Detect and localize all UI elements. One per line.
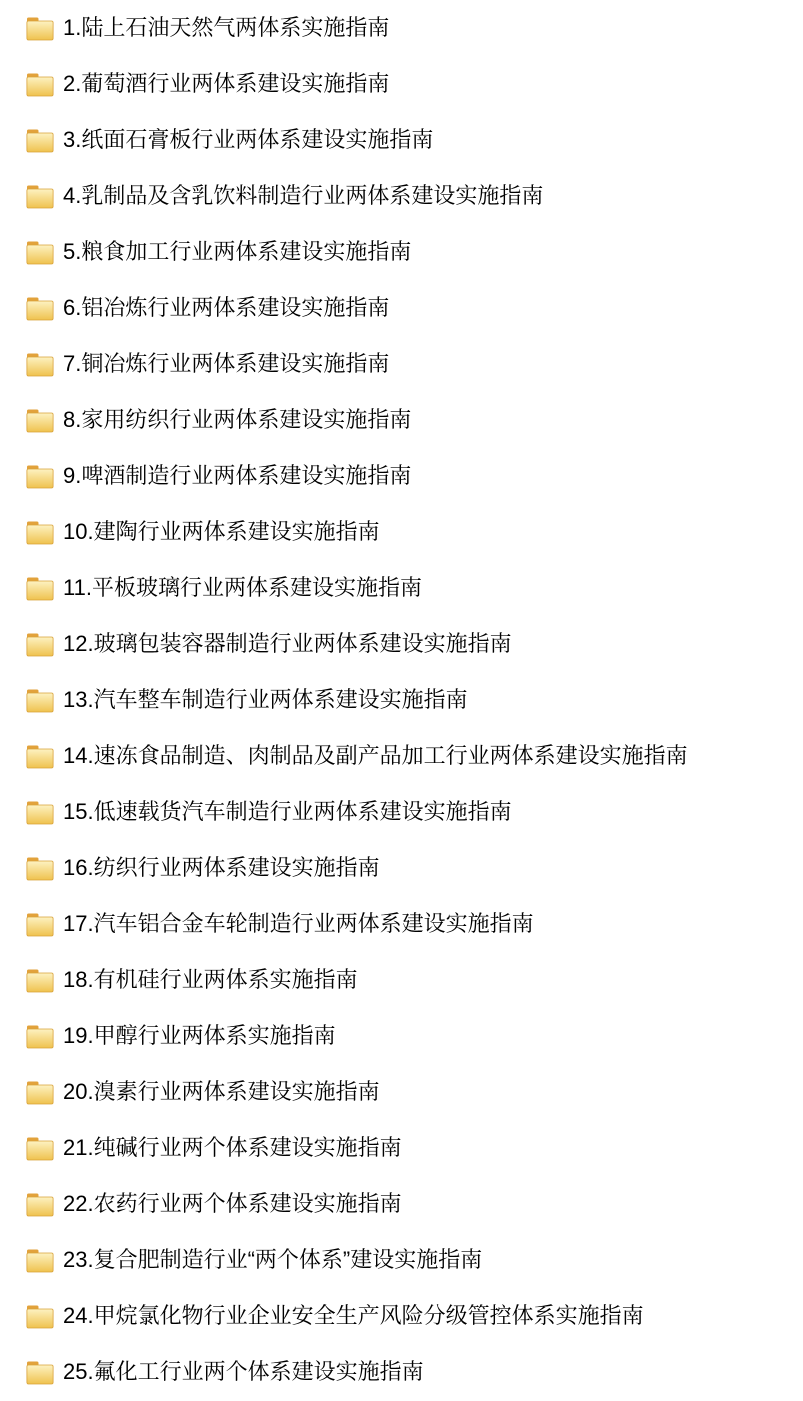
folder-row[interactable] bbox=[0, 56, 803, 112]
folder-name: 21.纯碱行业两个体系建设实施指南 bbox=[63, 1135, 402, 1160]
folder-name: 7.铜冶炼行业两体系建设实施指南 bbox=[63, 351, 390, 376]
folder-name: 3.纸面石膏板行业两体系建设实施指南 bbox=[63, 127, 434, 152]
folder-icon bbox=[26, 744, 54, 769]
folder-row[interactable] bbox=[0, 672, 803, 728]
folder-row[interactable] bbox=[0, 448, 803, 504]
folder-icon bbox=[26, 296, 54, 321]
folder-row[interactable] bbox=[0, 840, 803, 896]
folder-name: 20.溴素行业两体系建设实施指南 bbox=[63, 1079, 380, 1104]
folder-row[interactable] bbox=[0, 728, 803, 784]
folder-name: 11.平板玻璃行业两体系建设实施指南 bbox=[63, 575, 422, 600]
folder-icon bbox=[26, 16, 54, 41]
folder-name: 16.纺织行业两体系建设实施指南 bbox=[63, 855, 380, 880]
folder-row[interactable] bbox=[0, 560, 803, 616]
folder-name: 5.粮食加工行业两体系建设实施指南 bbox=[63, 239, 412, 264]
folder-row[interactable] bbox=[0, 952, 803, 1008]
folder-icon bbox=[26, 688, 54, 713]
folder-icon bbox=[26, 464, 54, 489]
folder-name: 4.乳制品及含乳饮料制造行业两体系建设实施指南 bbox=[63, 183, 544, 208]
folder-name: 13.汽车整车制造行业两体系建设实施指南 bbox=[63, 687, 468, 712]
folder-icon bbox=[26, 968, 54, 993]
folder-icon bbox=[26, 520, 54, 545]
folder-icon bbox=[26, 800, 54, 825]
folder-icon bbox=[26, 1304, 54, 1329]
folder-row[interactable] bbox=[0, 1232, 803, 1288]
folder-row[interactable] bbox=[0, 224, 803, 280]
folder-icon bbox=[26, 128, 54, 153]
folder-row[interactable] bbox=[0, 1344, 803, 1400]
folder-row[interactable] bbox=[0, 1176, 803, 1232]
folder-icon bbox=[26, 856, 54, 881]
folder-icon bbox=[26, 912, 54, 937]
folder-icon bbox=[26, 1080, 54, 1105]
folder-icon bbox=[26, 240, 54, 265]
folder-name: 22.农药行业两个体系建设实施指南 bbox=[63, 1191, 402, 1216]
folder-name: 1.陆上石油天然气两体系实施指南 bbox=[63, 15, 390, 40]
folder-name: 6.铝冶炼行业两体系建设实施指南 bbox=[63, 295, 390, 320]
folder-row[interactable] bbox=[0, 336, 803, 392]
folder-icon bbox=[26, 1248, 54, 1273]
folder-row[interactable] bbox=[0, 112, 803, 168]
folder-row[interactable] bbox=[0, 392, 803, 448]
folder-icon bbox=[26, 184, 54, 209]
folder-name: 15.低速载货汽车制造行业两体系建设实施指南 bbox=[63, 799, 512, 824]
folder-icon bbox=[26, 352, 54, 377]
folder-row[interactable] bbox=[0, 168, 803, 224]
folder-name: 2.葡萄酒行业两体系建设实施指南 bbox=[63, 71, 390, 96]
folder-icon bbox=[26, 408, 54, 433]
folder-icon bbox=[26, 576, 54, 601]
folder-row[interactable] bbox=[0, 0, 803, 56]
folder-name: 19.甲醇行业两体系实施指南 bbox=[63, 1023, 336, 1048]
folder-name: 9.啤酒制造行业两体系建设实施指南 bbox=[63, 463, 412, 488]
folder-row[interactable] bbox=[0, 1120, 803, 1176]
folder-icon bbox=[26, 632, 54, 657]
folder-row[interactable] bbox=[0, 784, 803, 840]
folder-icon bbox=[26, 72, 54, 97]
folder-icon bbox=[26, 1360, 54, 1385]
folder-name: 8.家用纺织行业两体系建设实施指南 bbox=[63, 407, 412, 432]
folder-name: 12.玻璃包装容器制造行业两体系建设实施指南 bbox=[63, 631, 512, 656]
folder-row[interactable] bbox=[0, 616, 803, 672]
folder-name: 24.甲烷氯化物行业企业安全生产风险分级管控体系实施指南 bbox=[63, 1303, 644, 1328]
folder-name: 23.复合肥制造行业“两个体系”建设实施指南 bbox=[63, 1247, 483, 1272]
folder-name: 25.氟化工行业两个体系建设实施指南 bbox=[63, 1359, 424, 1384]
folder-name: 14.速冻食品制造、肉制品及副产品加工行业两体系建设实施指南 bbox=[63, 743, 688, 768]
folder-row[interactable] bbox=[0, 504, 803, 560]
folder-row[interactable] bbox=[0, 1008, 803, 1064]
folder-name: 18.有机硅行业两体系实施指南 bbox=[63, 967, 358, 992]
folder-row[interactable] bbox=[0, 280, 803, 336]
folder-icon bbox=[26, 1024, 54, 1049]
folder-row[interactable] bbox=[0, 896, 803, 952]
folder-name: 17.汽车铝合金车轮制造行业两体系建设实施指南 bbox=[63, 911, 534, 936]
folder-icon bbox=[26, 1136, 54, 1161]
folder-name: 10.建陶行业两体系建设实施指南 bbox=[63, 519, 380, 544]
folder-row[interactable] bbox=[0, 1064, 803, 1120]
folder-icon bbox=[26, 1192, 54, 1217]
folder-row[interactable] bbox=[0, 1288, 803, 1344]
